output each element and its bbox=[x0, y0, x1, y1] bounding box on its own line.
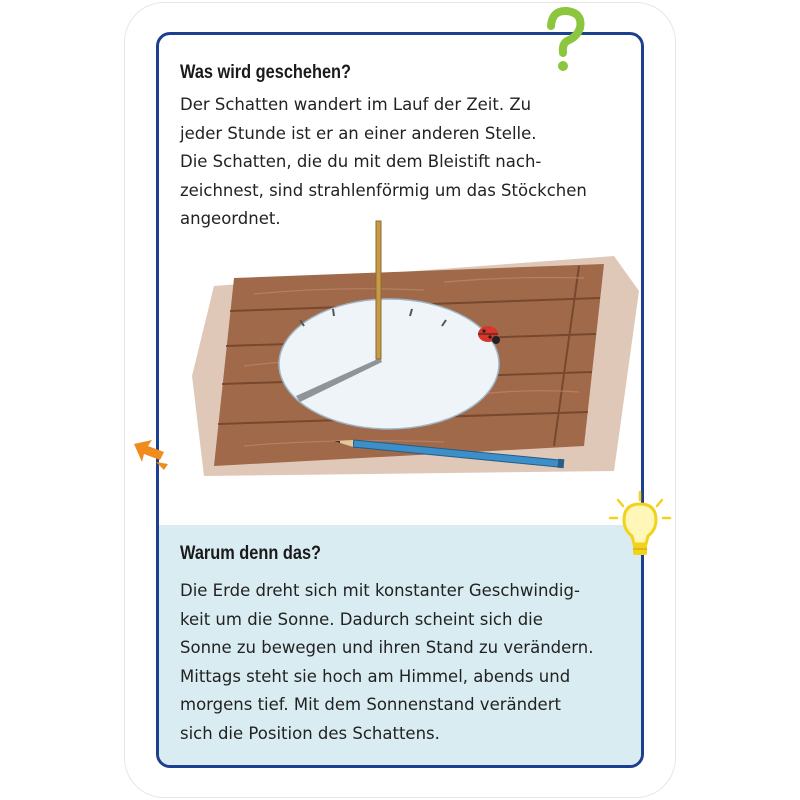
paragraph-what-happens: Der Schatten wandert im Lauf der Zeit. Zu jeder Stunde ist er an einer anderen Stelle. Die Schatten, die du mit dem Bleistift nach- zeichnest, sind strahlenförmig um das Stöckchen angeordnet. bbox=[180, 95, 587, 228]
stick bbox=[376, 221, 381, 359]
question-mark-icon bbox=[542, 6, 588, 76]
heading-why: Warum denn das? bbox=[180, 543, 322, 564]
light-bulb-icon bbox=[604, 488, 676, 564]
heading-what-happens: Was wird geschehen? bbox=[180, 62, 352, 83]
paper-dial bbox=[279, 299, 499, 429]
arrow-icon bbox=[130, 434, 178, 474]
paragraph-why: Die Erde dreht sich mit konstanter Geschwindig- keit um die Sonne. Dadurch scheint sich die Sonne zu bewegen und ihren Stand zu verändern. Mittags steht sie hoch am Himmel, abends und morgens tief. Mit dem Sonnenstand verändert sich die Position des Schattens. bbox=[180, 581, 594, 743]
sundial-illustration bbox=[184, 216, 644, 486]
